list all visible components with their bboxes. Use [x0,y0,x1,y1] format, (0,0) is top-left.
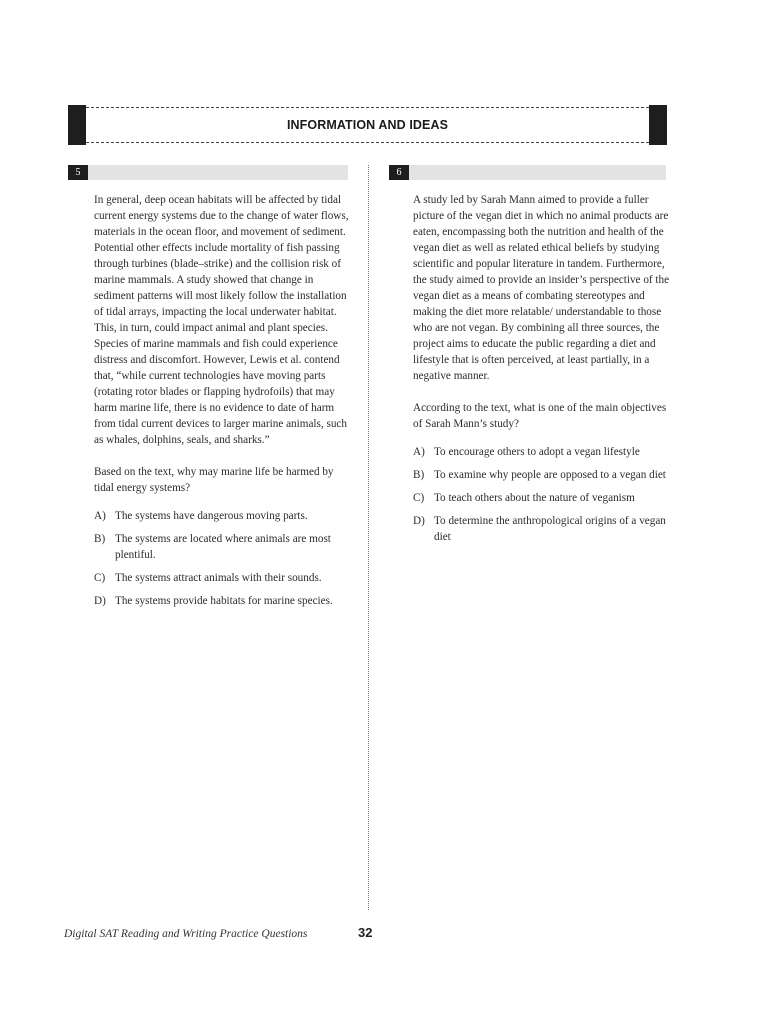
answer-choice[interactable] [413,513,671,545]
choice-text: To encourage others to adopt a vegan lifestyle [434,446,640,458]
choice-letter: C) [94,572,106,584]
section-title: INFORMATION AND IDEAS [286,118,449,132]
answer-choice[interactable] [413,490,671,506]
question-5-choices [94,508,356,609]
question-6-number: 6 [389,165,409,180]
header-bar-right [649,105,667,145]
choice-letter: B) [413,469,425,481]
question-5-passage: In general, deep ocean habitats will be affected by tidal current energy systems due to the change of water flows, materials in the ocean floor, and movement of sediment. Potential other effects include mortality of fish passing through turbines (blade–strike) and the collision risk of marine mammals. A study showed that change in sediment patterns will most likely follow the installation of tidal arrays, impacting the local underwater habitat. This, in turn, could impact animal and plant species. Species of marine mammals and fish could experience distress and discomfort. However, Lewis et al. contend that, “while current technologies have moving parts (rotating rotor blades or flapping hydrofoils) that may harm marine life, there is no evidence to date of harm from tidal current devices to larger marine animals, such as whales, dolphins, seals, and sharks.” [94,194,349,446]
question-6 [413,192,671,552]
choice-letter: A) [94,510,106,522]
header-dash-bottom [86,142,649,143]
answer-choice[interactable] [413,467,671,483]
choice-letter: B) [94,533,106,545]
question-5-prompt: Based on the text, why may marine life be harmed by tidal energy systems? [94,466,334,494]
choice-text: To teach others about the nature of veganism [434,492,635,504]
question-5 [94,192,356,616]
choice-letter: D) [413,515,425,527]
question-6-prompt: According to the text, what is one of the main objectives of Sarah Mann’s study? [413,402,667,430]
choice-text: The systems provide habitats for marine species. [115,595,333,607]
answer-choice[interactable] [94,570,356,586]
answer-choice[interactable] [413,444,671,460]
choice-text: To determine the anthropological origins of a vegan diet [434,515,666,543]
column-divider [368,165,369,910]
page-number: 32 [358,925,373,940]
question-5-number: 5 [68,165,88,180]
answer-choice[interactable] [94,508,356,524]
choice-text: The systems attract animals with their sounds. [115,572,322,584]
choice-text: The systems are located where animals are most plentiful. [115,533,331,561]
choice-letter: C) [413,492,425,504]
question-6-choices [413,444,671,545]
question-6-passage: A study led by Sarah Mann aimed to provide a fuller picture of the vegan diet in which no animal products are eaten, encompassing both the nutrition and health of the vegan diet as well as related ethical beliefs by studying scientific and popular literature in tandem. Furthermore, the study aimed to provide an insider’s perspective of the vegan diet as a means of combating stereotypes and making the diet more relatable/ understandable to those who are not vegan. By combining all three sources, the project aims to educate the public regarding a diet and lifestyle that is often perceived, at least partially, in a negative manner. [413,194,670,382]
question-6-bar [389,165,666,180]
answer-choice[interactable] [94,593,356,609]
question-5-bar [68,165,348,180]
choice-text: The systems have dangerous moving parts. [115,510,308,522]
choice-letter: D) [94,595,106,607]
section-header [68,105,667,145]
footer-book-title: Digital SAT Reading and Writing Practice Questions [64,928,308,940]
choice-letter: A) [413,446,425,458]
choice-text: To examine why people are opposed to a vegan diet [434,469,666,481]
header-dash-top [86,107,649,108]
answer-choice[interactable] [94,531,356,563]
